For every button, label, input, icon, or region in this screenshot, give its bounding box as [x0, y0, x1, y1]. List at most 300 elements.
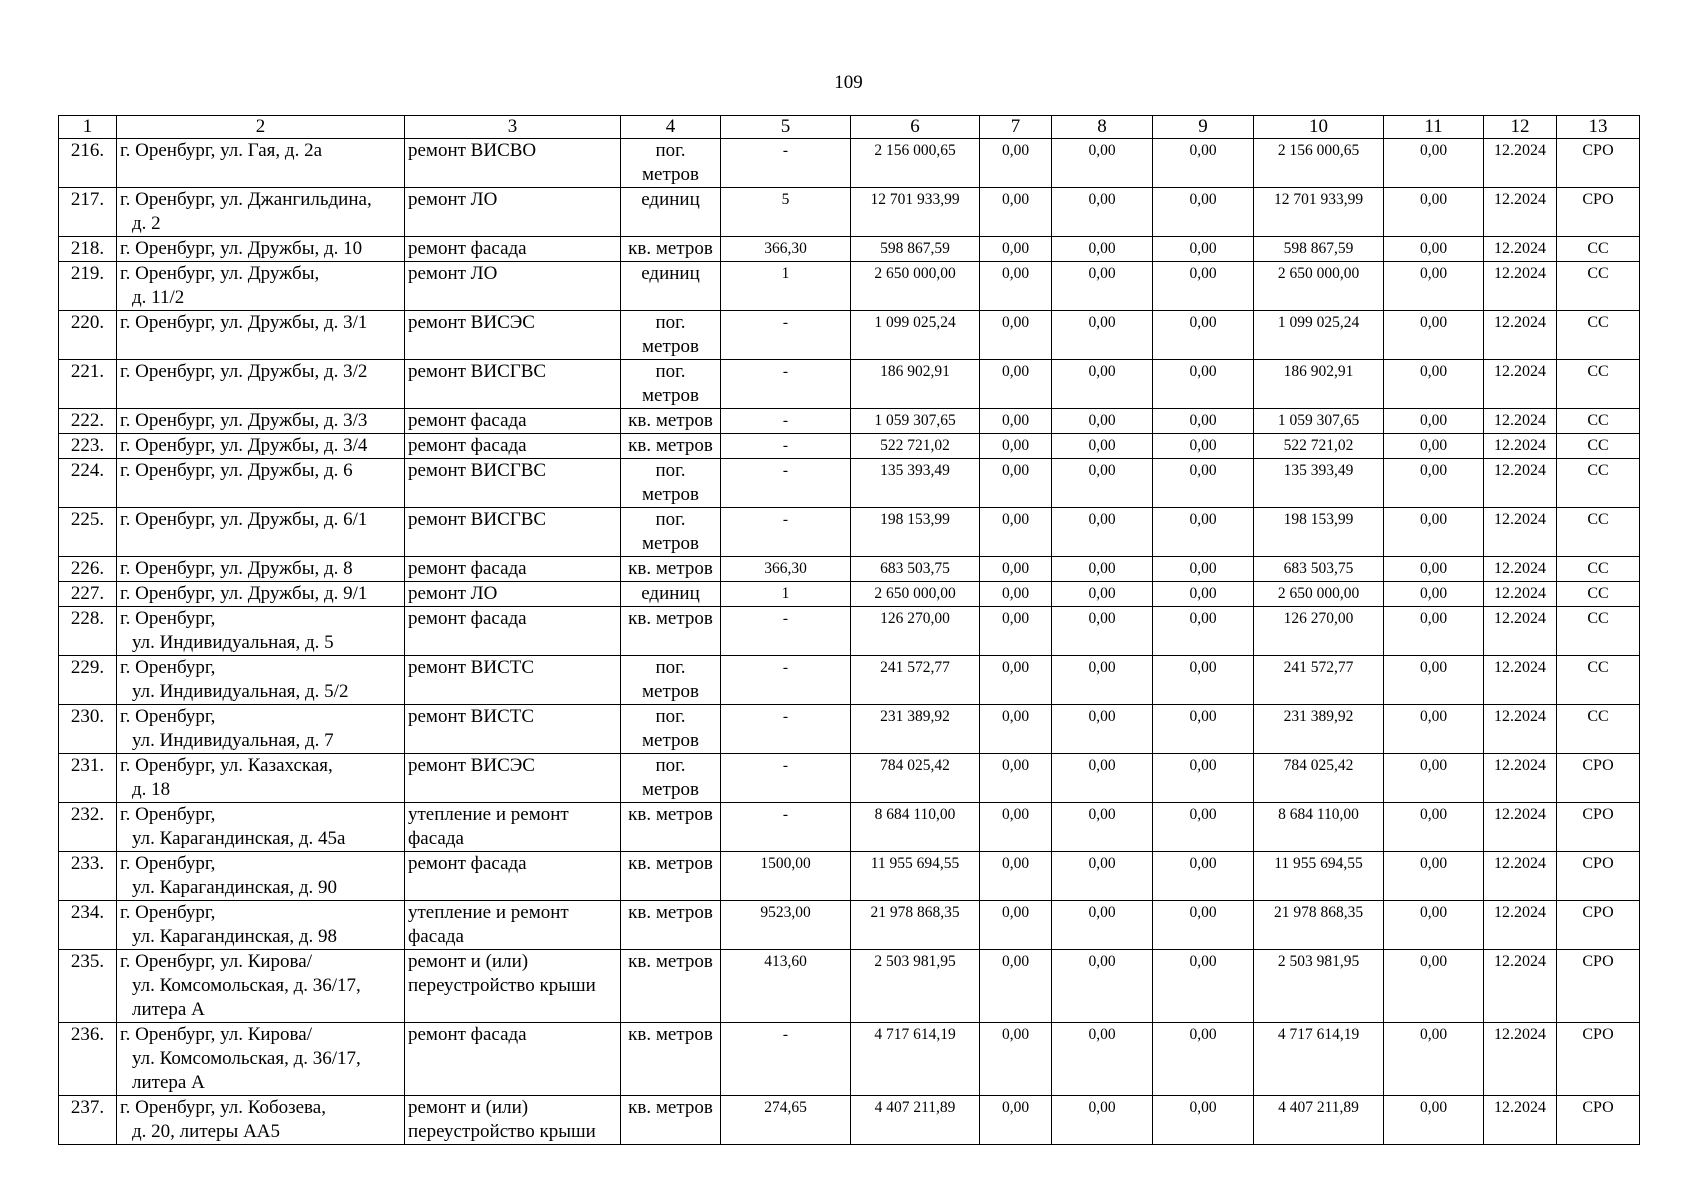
work-type-cell: [405, 607, 621, 656]
col9-cell: 0,00: [1153, 705, 1254, 754]
table-row: [59, 360, 1640, 409]
address-cell-line: ул. Карагандинская, д. 98: [132, 926, 338, 947]
column-header: 10: [1254, 116, 1384, 139]
total-cost-cell: 4 717 614,19: [851, 1023, 980, 1096]
address-cell-line: литера А: [132, 999, 205, 1020]
table-row: [59, 237, 1640, 262]
col7-cell: 0,00: [980, 459, 1052, 508]
col11-cell: 0,00: [1384, 803, 1484, 852]
col7-cell: 0,00: [980, 656, 1052, 705]
address-cell: [117, 1023, 405, 1096]
unit-cell-line: метров: [642, 484, 699, 505]
row-number-cell: 217.: [59, 188, 117, 237]
table-row: [59, 582, 1640, 607]
deadline-cell: 12.2024: [1484, 188, 1557, 237]
col8-cell: 0,00: [1052, 656, 1153, 705]
col9-cell: 0,00: [1153, 409, 1254, 434]
deadline-cell: 12.2024: [1484, 434, 1557, 459]
col10-cost-cell: 126 270,00: [1254, 607, 1384, 656]
work-type-cell: [405, 901, 621, 950]
page-number: 109: [834, 72, 863, 93]
col11-cell: 0,00: [1384, 262, 1484, 311]
address-cell-line: г. Оренбург, ул. Дружбы, д. 10: [120, 238, 363, 259]
col10-cost-cell: 4 717 614,19: [1254, 1023, 1384, 1096]
total-cost-cell: 522 721,02: [851, 434, 980, 459]
work-type-cell: [405, 459, 621, 508]
work-type-cell-line: ремонт фасада: [408, 558, 527, 579]
col10-cost-cell: 186 902,91: [1254, 360, 1384, 409]
work-type-cell: [405, 311, 621, 360]
unit-cell-line: метров: [642, 385, 699, 406]
work-type-cell: [405, 950, 621, 1023]
column-header: 11: [1384, 116, 1484, 139]
unit-cell-line: кв. метров: [628, 804, 713, 825]
deadline-cell: 12.2024: [1484, 582, 1557, 607]
column-header: 1: [59, 116, 117, 139]
address-cell-line: ул. Карагандинская, д. 45а: [132, 828, 346, 849]
col10-cost-cell: 11 955 694,55: [1254, 852, 1384, 901]
address-cell-line: г. Оренбург,: [120, 706, 216, 727]
col8-cell: 0,00: [1052, 950, 1153, 1023]
unit-cell-line: пог.: [655, 140, 686, 161]
unit-cell: [621, 705, 721, 754]
col10-cost-cell: 683 503,75: [1254, 557, 1384, 582]
col8-cell: 0,00: [1052, 803, 1153, 852]
col9-cell: 0,00: [1153, 237, 1254, 262]
work-type-cell: [405, 188, 621, 237]
col10-cost-cell: 1 099 025,24: [1254, 311, 1384, 360]
table-row: [59, 852, 1640, 901]
col8-cell: 0,00: [1052, 139, 1153, 188]
table-row: [59, 607, 1640, 656]
col10-cost-cell: 2 650 000,00: [1254, 262, 1384, 311]
address-cell-line: г. Оренбург, ул. Гая, д. 2а: [120, 140, 322, 161]
col8-cell: 0,00: [1052, 237, 1153, 262]
col9-cell: 0,00: [1153, 360, 1254, 409]
total-cost-cell: 683 503,75: [851, 557, 980, 582]
unit-cell: [621, 360, 721, 409]
row-number-cell: 226.: [59, 557, 117, 582]
unit-cell-line: кв. метров: [628, 435, 713, 456]
work-type-cell-line: ремонт ЛО: [408, 583, 498, 604]
row-number-cell: 233.: [59, 852, 117, 901]
work-type-cell: [405, 852, 621, 901]
col7-cell: 0,00: [980, 508, 1052, 557]
quantity-cell: -: [721, 1023, 851, 1096]
deadline-cell: 12.2024: [1484, 852, 1557, 901]
address-cell: [117, 434, 405, 459]
address-cell-line: г. Оренбург, ул. Дружбы, д. 8: [120, 558, 353, 579]
address-cell-line: д. 2: [132, 213, 161, 234]
work-type-cell-line: ремонт ВИСВО: [408, 140, 537, 161]
col9-cell: 0,00: [1153, 262, 1254, 311]
unit-cell: [621, 901, 721, 950]
col8-cell: 0,00: [1052, 582, 1153, 607]
col11-cell: 0,00: [1384, 237, 1484, 262]
column-header: 2: [117, 116, 405, 139]
deadline-cell: 12.2024: [1484, 508, 1557, 557]
deadline-cell: 12.2024: [1484, 950, 1557, 1023]
address-cell-line: ул. Индивидуальная, д. 5: [132, 632, 334, 653]
col9-cell: 0,00: [1153, 188, 1254, 237]
column-header: 6: [851, 116, 980, 139]
quantity-cell: -: [721, 705, 851, 754]
address-cell: [117, 582, 405, 607]
deadline-cell: 12.2024: [1484, 901, 1557, 950]
total-cost-cell: 126 270,00: [851, 607, 980, 656]
unit-cell-line: единиц: [641, 189, 700, 210]
quantity-cell: -: [721, 409, 851, 434]
quantity-cell: -: [721, 803, 851, 852]
address-cell: [117, 508, 405, 557]
unit-cell-line: кв. метров: [628, 1024, 713, 1045]
col10-cost-cell: 231 389,92: [1254, 705, 1384, 754]
address-cell-line: ул. Индивидуальная, д. 5/2: [132, 681, 349, 702]
col7-cell: 0,00: [980, 311, 1052, 360]
column-header: 3: [405, 116, 621, 139]
table-row: [59, 901, 1640, 950]
quantity-cell: -: [721, 139, 851, 188]
total-cost-cell: 2 503 981,95: [851, 950, 980, 1023]
work-type-cell-line: ремонт фасада: [408, 238, 527, 259]
col8-cell: 0,00: [1052, 508, 1153, 557]
col8-cell: 0,00: [1052, 434, 1153, 459]
column-header: 7: [980, 116, 1052, 139]
work-type-cell-line: ремонт ЛО: [408, 189, 498, 210]
col7-cell: 0,00: [980, 901, 1052, 950]
method-cell: СС: [1557, 557, 1640, 582]
row-number-cell: 223.: [59, 434, 117, 459]
address-cell: [117, 607, 405, 656]
unit-cell-line: кв. метров: [628, 853, 713, 874]
address-cell: [117, 950, 405, 1023]
col9-cell: 0,00: [1153, 434, 1254, 459]
unit-cell: [621, 754, 721, 803]
col11-cell: 0,00: [1384, 557, 1484, 582]
total-cost-cell: 1 099 025,24: [851, 311, 980, 360]
method-cell: СС: [1557, 508, 1640, 557]
col8-cell: 0,00: [1052, 262, 1153, 311]
quantity-cell: -: [721, 360, 851, 409]
col7-cell: 0,00: [980, 262, 1052, 311]
address-cell: [117, 311, 405, 360]
unit-cell-line: кв. метров: [628, 558, 713, 579]
col9-cell: 0,00: [1153, 311, 1254, 360]
address-cell: [117, 459, 405, 508]
col9-cell: 0,00: [1153, 1096, 1254, 1145]
address-cell-line: г. Оренбург,: [120, 657, 216, 678]
col8-cell: 0,00: [1052, 852, 1153, 901]
row-number-cell: 231.: [59, 754, 117, 803]
unit-cell-line: метров: [642, 779, 699, 800]
col11-cell: 0,00: [1384, 901, 1484, 950]
quantity-cell: 5: [721, 188, 851, 237]
work-type-cell-line: фасада: [408, 926, 464, 947]
method-cell: СС: [1557, 360, 1640, 409]
total-cost-cell: 241 572,77: [851, 656, 980, 705]
address-cell-line: ул. Комсомольская, д. 36/17,: [132, 975, 361, 996]
col7-cell: 0,00: [980, 188, 1052, 237]
col10-cost-cell: 2 650 000,00: [1254, 582, 1384, 607]
work-type-cell-line: ремонт фасада: [408, 1024, 527, 1045]
address-cell: [117, 754, 405, 803]
total-cost-cell: 2 156 000,65: [851, 139, 980, 188]
col11-cell: 0,00: [1384, 950, 1484, 1023]
address-cell-line: литера А: [132, 1072, 205, 1093]
col9-cell: 0,00: [1153, 852, 1254, 901]
unit-cell: [621, 139, 721, 188]
address-cell-line: г. Оренбург, ул. Дружбы, д. 3/1: [120, 312, 368, 333]
table-row: [59, 139, 1640, 188]
unit-cell: [621, 311, 721, 360]
method-cell: СС: [1557, 582, 1640, 607]
quantity-cell: -: [721, 434, 851, 459]
address-cell-line: г. Оренбург, ул. Дружбы, д. 9/1: [120, 583, 368, 604]
work-type-cell-line: переустройство крыши: [408, 1121, 596, 1142]
col10-cost-cell: 1 059 307,65: [1254, 409, 1384, 434]
method-cell: СС: [1557, 459, 1640, 508]
work-type-cell-line: ремонт ВИСГВС: [408, 460, 547, 481]
quantity-cell: 1: [721, 262, 851, 311]
deadline-cell: 12.2024: [1484, 139, 1557, 188]
work-type-cell: [405, 360, 621, 409]
method-cell: СРО: [1557, 852, 1640, 901]
col11-cell: 0,00: [1384, 409, 1484, 434]
address-cell-line: г. Оренбург, ул. Кирова/: [120, 1024, 312, 1045]
work-type-cell: [405, 139, 621, 188]
col7-cell: 0,00: [980, 950, 1052, 1023]
table-row: [59, 705, 1640, 754]
row-number-cell: 228.: [59, 607, 117, 656]
work-type-cell-line: ремонт и (или): [408, 951, 529, 972]
unit-cell: [621, 1023, 721, 1096]
table-body: [59, 139, 1640, 1145]
deadline-cell: 12.2024: [1484, 607, 1557, 656]
col10-cost-cell: 522 721,02: [1254, 434, 1384, 459]
col10-cost-cell: 4 407 211,89: [1254, 1096, 1384, 1145]
address-cell-line: г. Оренбург,: [120, 853, 216, 874]
table-row: [59, 262, 1640, 311]
unit-cell: [621, 434, 721, 459]
method-cell: СС: [1557, 262, 1640, 311]
table-row: [59, 459, 1640, 508]
work-type-cell-line: ремонт фасада: [408, 410, 527, 431]
work-type-cell-line: ремонт ВИСГВС: [408, 509, 547, 530]
work-type-cell: [405, 508, 621, 557]
method-cell: СРО: [1557, 901, 1640, 950]
deadline-cell: 12.2024: [1484, 1096, 1557, 1145]
unit-cell-line: пог.: [655, 706, 686, 727]
col9-cell: 0,00: [1153, 754, 1254, 803]
work-type-cell-line: ремонт ВИСЭС: [408, 312, 535, 333]
address-cell-line: г. Оренбург,: [120, 804, 216, 825]
method-cell: СС: [1557, 311, 1640, 360]
unit-cell: [621, 237, 721, 262]
deadline-cell: 12.2024: [1484, 1023, 1557, 1096]
unit-cell: [621, 262, 721, 311]
row-number-cell: 220.: [59, 311, 117, 360]
work-type-cell-line: ремонт ВИСТС: [408, 657, 535, 678]
deadline-cell: 12.2024: [1484, 557, 1557, 582]
unit-cell-line: единиц: [641, 583, 700, 604]
unit-cell-line: метров: [642, 164, 699, 185]
col11-cell: 0,00: [1384, 607, 1484, 656]
total-cost-cell: 4 407 211,89: [851, 1096, 980, 1145]
method-cell: СРО: [1557, 139, 1640, 188]
unit-cell-line: пог.: [655, 460, 686, 481]
col9-cell: 0,00: [1153, 582, 1254, 607]
deadline-cell: 12.2024: [1484, 360, 1557, 409]
work-type-cell: [405, 705, 621, 754]
col7-cell: 0,00: [980, 754, 1052, 803]
total-cost-cell: 135 393,49: [851, 459, 980, 508]
table-row: [59, 557, 1640, 582]
address-cell: [117, 803, 405, 852]
col8-cell: 0,00: [1052, 311, 1153, 360]
total-cost-cell: 8 684 110,00: [851, 803, 980, 852]
quantity-cell: -: [721, 754, 851, 803]
col11-cell: 0,00: [1384, 582, 1484, 607]
unit-cell: [621, 803, 721, 852]
address-cell-line: д. 11/2: [132, 287, 185, 308]
quantity-cell: -: [721, 607, 851, 656]
unit-cell: [621, 508, 721, 557]
row-number-cell: 225.: [59, 508, 117, 557]
work-type-cell-line: фасада: [408, 828, 464, 849]
table-row: [59, 1096, 1640, 1145]
quantity-cell: 1: [721, 582, 851, 607]
row-number-cell: 232.: [59, 803, 117, 852]
column-header: 12: [1484, 116, 1557, 139]
col8-cell: 0,00: [1052, 705, 1153, 754]
address-cell-line: г. Оренбург, ул. Дружбы, д. 6/1: [120, 509, 368, 530]
address-cell: [117, 262, 405, 311]
unit-cell-line: пог.: [655, 312, 686, 333]
col7-cell: 0,00: [980, 409, 1052, 434]
unit-cell-line: пог.: [655, 657, 686, 678]
unit-cell: [621, 950, 721, 1023]
address-cell: [117, 360, 405, 409]
repair-registry-table: [58, 115, 1640, 1145]
col7-cell: 0,00: [980, 1096, 1052, 1145]
col8-cell: 0,00: [1052, 360, 1153, 409]
col9-cell: 0,00: [1153, 656, 1254, 705]
col11-cell: 0,00: [1384, 656, 1484, 705]
address-cell-line: г. Оренбург, ул. Казахская,: [120, 755, 333, 776]
col11-cell: 0,00: [1384, 1023, 1484, 1096]
col10-cost-cell: 198 153,99: [1254, 508, 1384, 557]
table-row: [59, 656, 1640, 705]
column-header: 5: [721, 116, 851, 139]
total-cost-cell: 784 025,42: [851, 754, 980, 803]
work-type-cell-line: ремонт фасада: [408, 608, 527, 629]
quantity-cell: 9523,00: [721, 901, 851, 950]
col9-cell: 0,00: [1153, 459, 1254, 508]
work-type-cell: [405, 237, 621, 262]
quantity-cell: 366,30: [721, 557, 851, 582]
table-row: [59, 950, 1640, 1023]
work-type-cell: [405, 557, 621, 582]
col10-cost-cell: 241 572,77: [1254, 656, 1384, 705]
quantity-cell: 413,60: [721, 950, 851, 1023]
col8-cell: 0,00: [1052, 1023, 1153, 1096]
col7-cell: 0,00: [980, 803, 1052, 852]
method-cell: СС: [1557, 434, 1640, 459]
col7-cell: 0,00: [980, 705, 1052, 754]
work-type-cell: [405, 262, 621, 311]
unit-cell-line: пог.: [655, 361, 686, 382]
table-row: [59, 508, 1640, 557]
total-cost-cell: 11 955 694,55: [851, 852, 980, 901]
method-cell: СРО: [1557, 803, 1640, 852]
total-cost-cell: 198 153,99: [851, 508, 980, 557]
address-cell: [117, 656, 405, 705]
unit-cell: [621, 852, 721, 901]
row-number-cell: 236.: [59, 1023, 117, 1096]
table-row: [59, 409, 1640, 434]
col8-cell: 0,00: [1052, 754, 1153, 803]
total-cost-cell: 21 978 868,35: [851, 901, 980, 950]
total-cost-cell: 598 867,59: [851, 237, 980, 262]
unit-cell-line: кв. метров: [628, 410, 713, 431]
address-cell-line: г. Оренбург, ул. Дружбы, д. 3/3: [120, 410, 368, 431]
row-number-cell: 235.: [59, 950, 117, 1023]
address-cell-line: ул. Индивидуальная, д. 7: [132, 730, 334, 751]
col9-cell: 0,00: [1153, 901, 1254, 950]
address-cell-line: г. Оренбург,: [120, 608, 216, 629]
row-number-cell: 234.: [59, 901, 117, 950]
unit-cell-line: кв. метров: [628, 1097, 713, 1118]
row-number-cell: 218.: [59, 237, 117, 262]
col7-cell: 0,00: [980, 360, 1052, 409]
unit-cell-line: метров: [642, 730, 699, 751]
work-type-cell: [405, 409, 621, 434]
col7-cell: 0,00: [980, 557, 1052, 582]
col7-cell: 0,00: [980, 607, 1052, 656]
address-cell-line: г. Оренбург, ул. Джангильдина,: [120, 189, 372, 210]
address-cell-line: д. 20, литеры АА5: [132, 1121, 281, 1142]
work-type-cell: [405, 582, 621, 607]
work-type-cell: [405, 754, 621, 803]
row-number-cell: 229.: [59, 656, 117, 705]
method-cell: СРО: [1557, 1096, 1640, 1145]
deadline-cell: 12.2024: [1484, 262, 1557, 311]
work-type-cell-line: ремонт и (или): [408, 1097, 529, 1118]
col10-cost-cell: 2 503 981,95: [1254, 950, 1384, 1023]
address-cell-line: г. Оренбург, ул. Кирова/: [120, 951, 312, 972]
col7-cell: 0,00: [980, 852, 1052, 901]
table-row: [59, 188, 1640, 237]
col10-cost-cell: 598 867,59: [1254, 237, 1384, 262]
work-type-cell-line: ремонт фасада: [408, 853, 527, 874]
quantity-cell: -: [721, 311, 851, 360]
unit-cell-line: кв. метров: [628, 951, 713, 972]
row-number-cell: 222.: [59, 409, 117, 434]
work-type-cell-line: ремонт ВИСТС: [408, 706, 535, 727]
total-cost-cell: 186 902,91: [851, 360, 980, 409]
col8-cell: 0,00: [1052, 459, 1153, 508]
col7-cell: 0,00: [980, 1023, 1052, 1096]
unit-cell: [621, 1096, 721, 1145]
address-cell-line: г. Оренбург,: [120, 902, 216, 923]
col8-cell: 0,00: [1052, 557, 1153, 582]
table-row: [59, 1023, 1640, 1096]
address-cell-line: ул. Карагандинская, д. 90: [132, 877, 338, 898]
quantity-cell: 274,65: [721, 1096, 851, 1145]
work-type-cell: [405, 803, 621, 852]
work-type-cell-line: ремонт фасада: [408, 435, 527, 456]
col11-cell: 0,00: [1384, 508, 1484, 557]
